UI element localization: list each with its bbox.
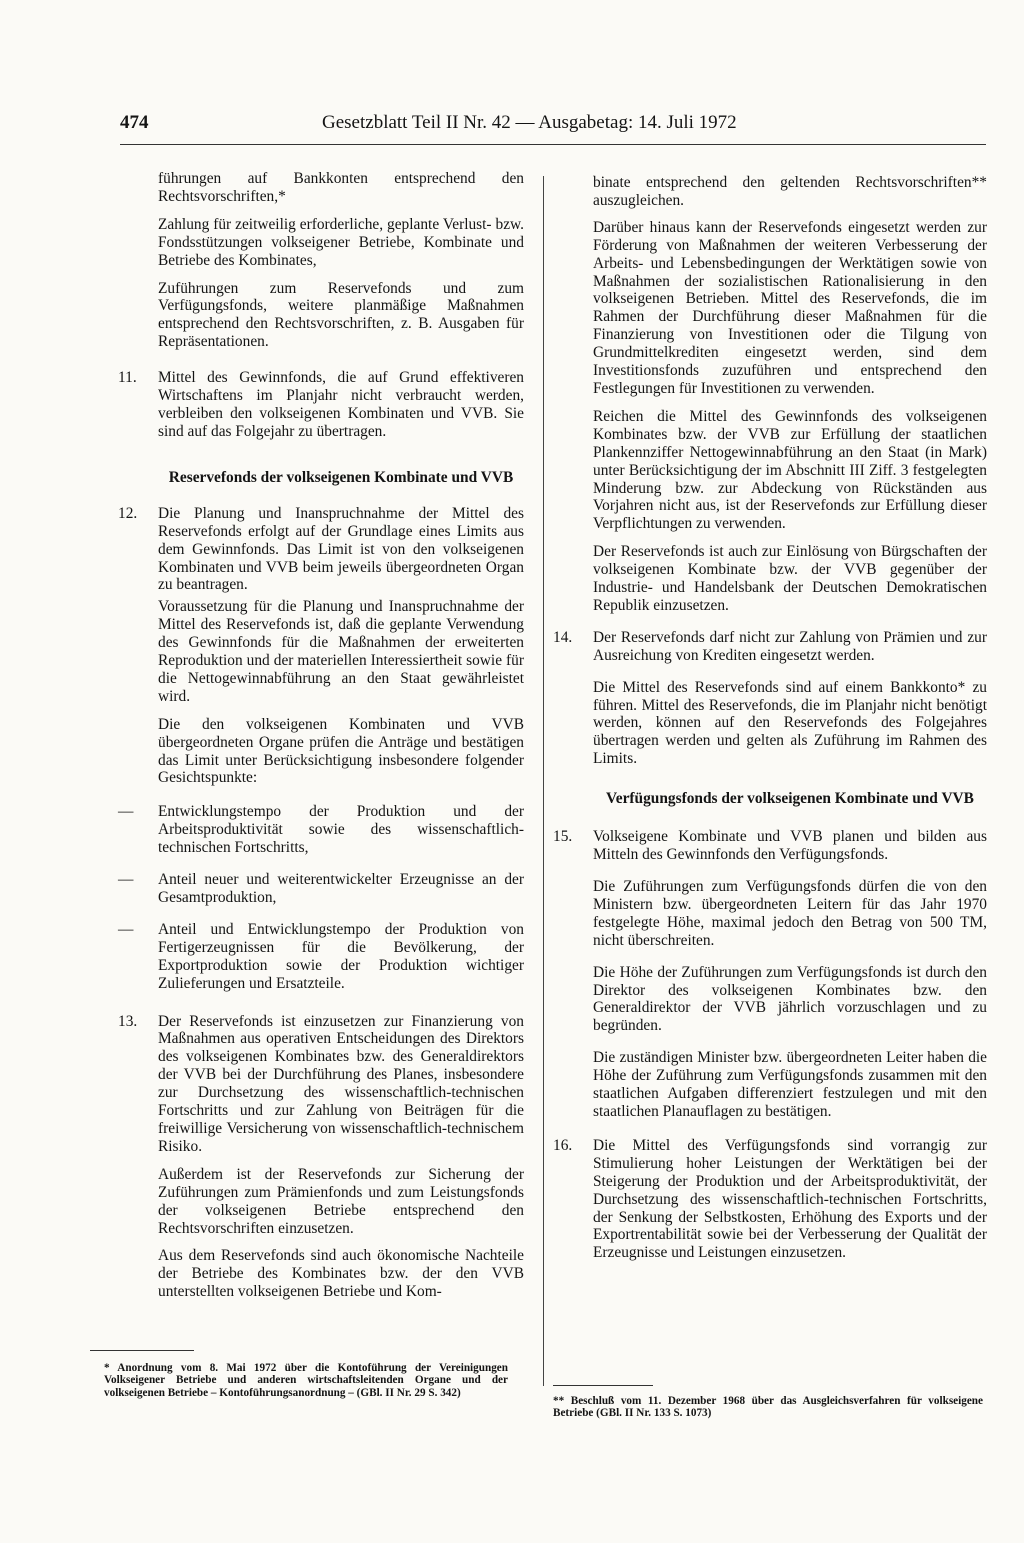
right-column (553, 174, 987, 1272)
list-item-text: Entwicklungstempo der Produktion und der Arbeitsproduktivität sowie des wissenschaftlich-technischen Fortschritts, (158, 803, 524, 857)
section-number: 11. (118, 369, 137, 387)
column-divider (543, 176, 544, 1386)
section-number: 14. (553, 628, 573, 646)
paragraph: Zuführungen zum Reservefonds und zum Verfügungsfonds, weitere planmäßige Maßnahmen entsprechend den Rechtsvorschriften, z. B. Ausgaben für Repräsentationen. (158, 279, 524, 351)
paragraph: Die zuständigen Minister bzw. übergeordneten Leiter haben die Höhe der Zuführung zum Verfügungsfonds zusammen mit den staatlichen Aufgaben differenziert festzulegen und mit den staatlichen Planauflagen zu bestätigen. (593, 1049, 987, 1120)
section-number: 16. (553, 1136, 573, 1154)
footnote-right (553, 1395, 983, 1420)
section-14 (553, 629, 987, 768)
paragraph: Zahlung für zeitweilig erforderliche, geplante Verlust- bzw. Fondsstützungen volkseigener Betriebe, Kombinate und Betriebe des Kombinates, (158, 215, 524, 269)
section-13 (118, 1013, 524, 1302)
footnote-text: * Anordnung vom 8. Mai 1972 über die Kontoführung der Vereinigungen Volkseigener Betriebe und anderen wirtschaftsleitenden Organe und der volkseigenen Betriebe – Kontoführungsanordnung – (GBl. II Nr. 29 S. 342) (104, 1362, 508, 1399)
section-number: 13. (118, 1012, 138, 1030)
paragraph: Der Reservefonds darf nicht zur Zahlung von Prämien und zur Ausreichung von Krediten eingesetzt werden. (593, 628, 987, 664)
left-column (118, 170, 524, 1311)
paragraph: binate entsprechend den geltenden Rechtsvorschriften** auszugleichen. (593, 174, 987, 209)
dash-marker: — (118, 803, 134, 821)
paragraph: Reichen die Mittel des Gewinnfonds des volkseigenen Kombinates bzw. der VVB zur Erfüllung der staatlichen Plankennziffer Nettogewinnabführung an den Staat (in Mark) unter Berücksichtigung der im Abschnitt III Ziff. 3 festgelegten Minderung bzw. zur Abdeckung von Rückständen aus Vorjahren nicht aus, ist der Reservefonds zur Erfüllung dieser Verpflichtungen zu verwenden. (593, 407, 987, 533)
section-11 (118, 369, 524, 441)
paragraph: Der Reservefonds ist auch zur Einlösung von Bürgschaften der volkseigenen Kombinate bzw. der VVB gegenüber der Industrie- und Handelsbank der Deutschen Demokratischen Republik einzusetzen. (593, 543, 987, 614)
paragraph: Außerdem ist der Reservefonds zur Sicherung der Zuführungen zum Prämienfonds und zum Leistungsfonds der volkseigenen Betriebe entsprechend den Rechtsvorschriften einzusetzen. (158, 1165, 524, 1237)
list-item (118, 803, 524, 857)
footnote-rule (90, 1350, 194, 1351)
paragraph: Darüber hinaus kann der Reservefonds eingesetzt werden zur Förderung von Maßnahmen der weiteren Verbesserung der Arbeits- und Lebensbedingungen der Werktätigen sowie von Maßnahmen der sozialistischen Rationalisierung in den volkseigenen Betrieben. Mittel des Reservefonds, die im Rahmen der Durchführung dieser Maßnahmen für die Finanzierung von Investitionen oder die Tilgung von Grundmittelkrediten eingesetzt werden, sind dem Investitionsfonds zuzuführen und entsprechend den Festlegungen für Investitionen zu verwenden. (593, 218, 987, 397)
footnote-rule (553, 1385, 653, 1386)
section-16 (553, 1137, 987, 1262)
dash-marker: — (118, 871, 134, 889)
paragraph: Der Reservefonds ist einzusetzen zur Finanzierung von Maßnahmen aus operativen Entscheidungen des Direktors des volkseigenen Kombinates bzw. des Generaldirektors der VVB bei der Durchführung des Planes, insbesondere zur Durchsetzung des wissenschaftlich-technischen Fortschritts und zur Zahlung von Beiträgen für die freiwillige Versicherung von wissenschaftlich-technischem Risiko. (158, 1012, 524, 1155)
dash-marker: — (118, 920, 134, 938)
section-heading: Reservefonds der volkseigenen Kombinate und VVB (168, 468, 514, 486)
paragraph: Die Mittel des Verfügungsfonds sind vorrangig zur Stimulierung hoher Leistungen der Werktätigen bei der Steigerung der Produktion und der Arbeitsproduktivität, der Durchsetzung des wissenschaftlich-technischen Fortschritts, der Senkung der Selbstkosten, Erhöhung des Exports und der Exportrentabilität sowie bei der Verbesserung der Qualität der Erzeugnisse und Leistungen einzusetzen. (593, 1136, 987, 1262)
page-number: 474 (120, 112, 149, 133)
list-item-text: Anteil neuer und weiterentwickelter Erzeugnisse an der Gesamtproduktion, (158, 871, 524, 906)
paragraph: Die Mittel des Reservefonds sind auf einem Bankkonto* zu führen. Mittel des Reservefonds, die im Planjahr nicht benötigt werden, können auf den Reservefonds des Folgejahres übertragen werden und gelten als Zuführung im Rahmen des Limits. (593, 678, 987, 768)
section-number: 15. (553, 828, 573, 846)
list-item (118, 871, 524, 907)
paragraph: Volkseigene Kombinate und VVB planen und bilden aus Mitteln des Gewinnfonds den Verfügungsfonds. (593, 828, 987, 864)
paragraph: Die den volkseigenen Kombinaten und VVB übergeordneten Organe prüfen die Anträge und bestätigen das Limit unter Berücksichtigung insbesondere folgender Gesichtspunkte: (158, 715, 524, 787)
section-number: 12. (118, 504, 138, 522)
list-item-text: Anteil und Entwicklungstempo der Produktion von Fertigerzeugnissen für die Bevölkerung, der Exportproduktion sowie der Produktion wichtiger Zulieferungen und Ersatzteile. (158, 920, 524, 992)
list-item (118, 921, 524, 993)
paragraph: Die Planung und Inanspruchnahme der Mittel des Reservefonds erfolgt auf der Grundlage eines Limits aus dem Gewinnfonds. Das Limit ist von den volkseigenen Kombinaten und VVB beim jeweils übergeordneten Organ zu beantragen. (158, 504, 524, 594)
section-heading: Verfügungsfonds der volkseigenen Kombinate und VVB (606, 790, 974, 808)
paragraph: Aus dem Reservefonds sind auch ökonomische Nachteile der Betriebe des Kombinates bzw. der den VVB unterstellten volkseigenen Betriebe und Kom- (158, 1247, 524, 1301)
footnote-left (90, 1362, 508, 1399)
section-12 (118, 505, 524, 788)
paragraph: Die Zuführungen zum Verfügungsfonds dürfen die von den Ministern bzw. übergeordneten Leitern für das Jahr 1970 festgelegte Höhe, maximal jedoch den Betrag von 500 TM, nicht überschreiten. (593, 878, 987, 949)
paragraph: führungen auf Bankkonten entsprechend den Rechtsvorschriften,* (158, 170, 524, 205)
paragraph: Mittel des Gewinnfonds, die auf Grund effektiveren Wirtschaftens im Planjahr nicht verbraucht werden, verbleiben den volkseigenen Kombinaten und VVB. Sie sind auf das Folgejahr zu übertragen. (158, 369, 524, 440)
paragraph: Die Höhe der Zuführungen zum Verfügungsfonds ist durch den Direktor des volkseigenen Kombinates bzw. den Generaldirektor der VVB jährlich vorzuschlagen und zu begründen. (593, 963, 987, 1035)
header-title: Gesetzblatt Teil II Nr. 42 — Ausgabetag: 14. Juli 1972 (322, 112, 737, 133)
header-rule (120, 144, 986, 145)
paragraph: Voraussetzung für die Planung und Inanspruchnahme der Mittel des Reservefonds ist, daß die geplante Verwendung des Gewinnfonds für die Maßnahmen der erweiterten Reproduktion und der materiellen Interessiertheit sowie für die Nettogewinnabführung an den Staat gewährleistet wird. (158, 598, 524, 705)
footnote-text: ** Beschluß vom 11. Dezember 1968 über das Ausgleichsverfahren für volkseigene Betriebe (GBl. II Nr. 133 S. 1073) (553, 1395, 983, 1420)
section-15 (553, 828, 987, 1121)
